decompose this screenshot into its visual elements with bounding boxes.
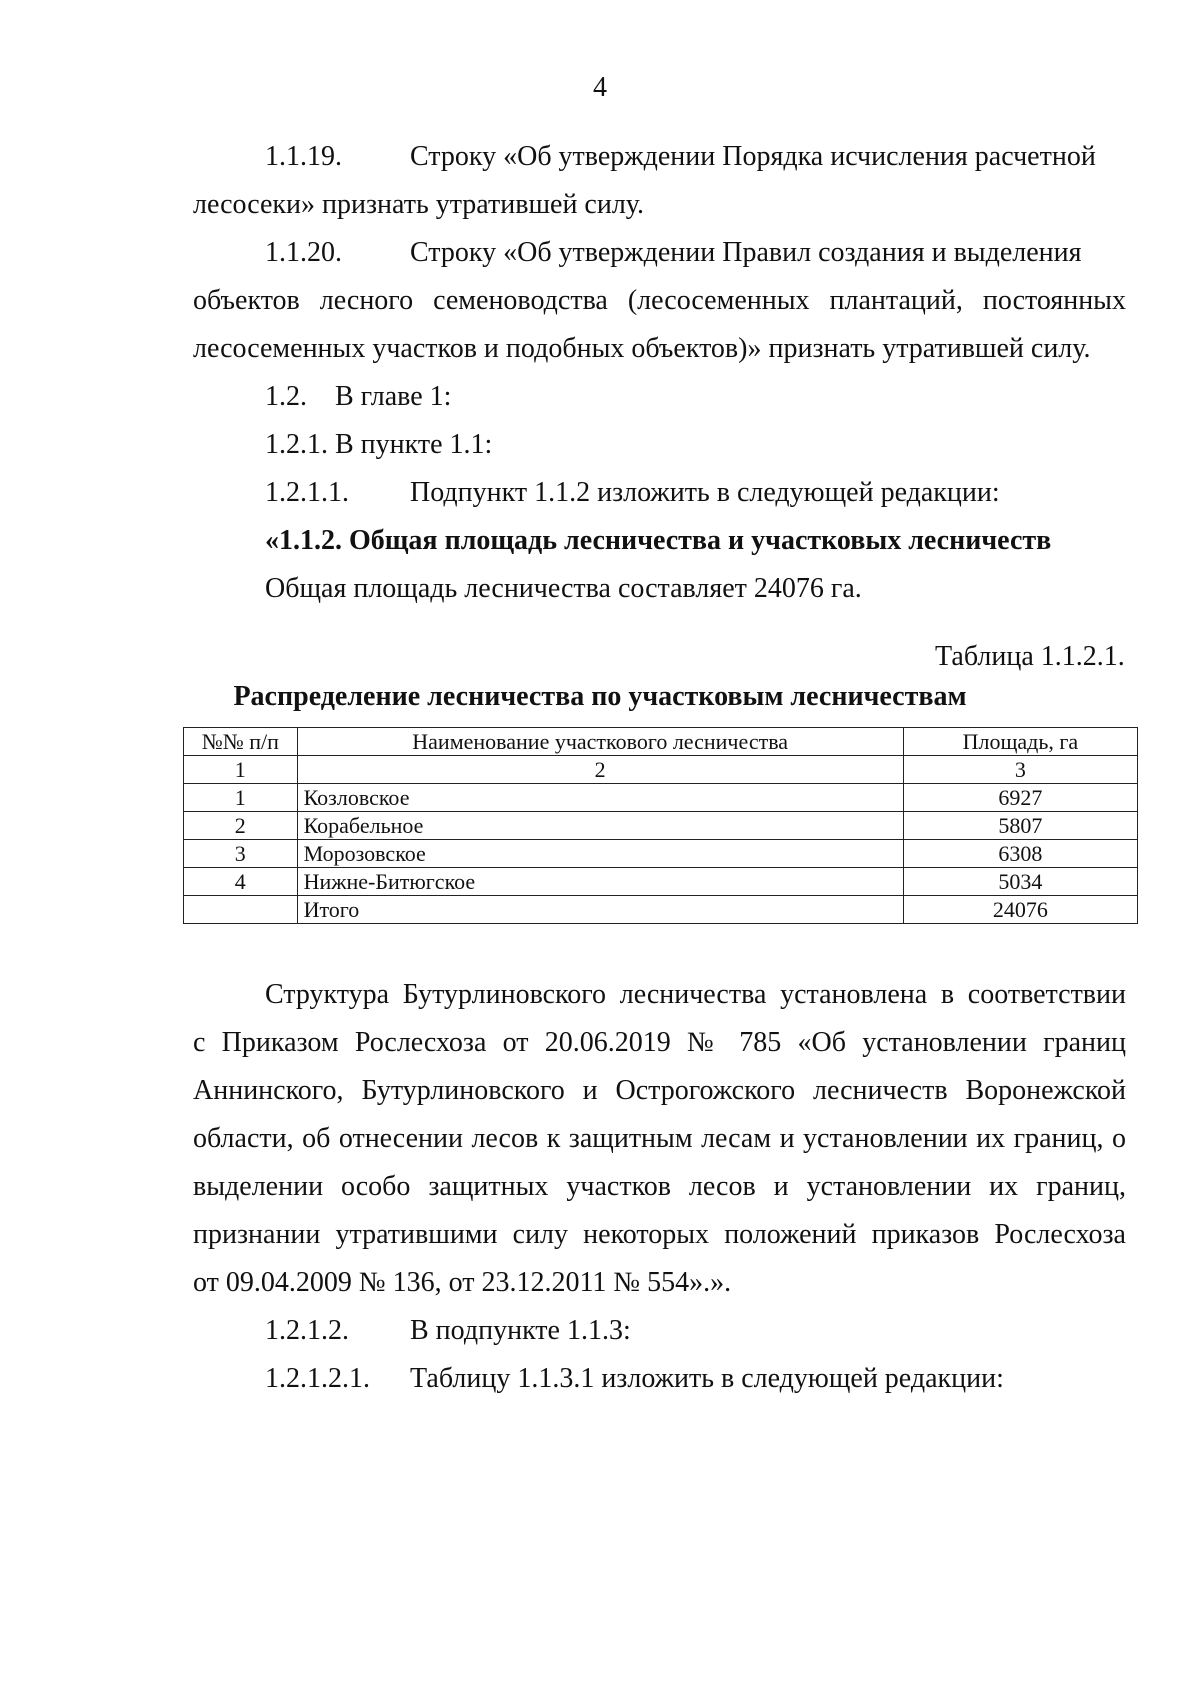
item-number: 1.2.1.2.1. [265, 1363, 370, 1394]
structure-paragraph-line7: от 09.04.2009 № 136, от 23.12.2011 № 554».». [193, 1267, 732, 1298]
item-text: Строку «Об утверждении Порядка исчисления расчетной [410, 141, 1096, 172]
structure-paragraph-line6: признании утратившими силу некоторых положений приказов Рослесхоза [193, 1219, 1126, 1250]
row-name: Итого [297, 896, 903, 924]
item-number: 1.2.1.1. [265, 477, 349, 508]
item-text: Подпункт 1.1.2 изложить в следующей редакции: [410, 477, 1000, 508]
row-number [184, 896, 298, 924]
total-area-text: Общая площадь лесничества составляет 24076 га. [265, 573, 862, 604]
table-row [184, 784, 1138, 812]
structure-paragraph-line3: Аннинского, Бутурлиновского и Острогожского лесничеств Воронежской [193, 1075, 1126, 1106]
structure-paragraph-line1: Структура Бутурлиновского лесничества установлена в соответствии [265, 979, 1126, 1010]
row-number: 2 [184, 812, 298, 840]
page-number: 4 [593, 72, 607, 103]
distribution-table [183, 727, 1138, 924]
paragraph-1-2-1-1 [265, 476, 1000, 510]
table-row [184, 868, 1138, 896]
col-number-3: 3 [903, 756, 1137, 784]
paragraph-1-1-20-line2: объектов лесного семеноводства (лесосеменных плантаций, постоянных [193, 285, 1126, 316]
header-number: №№ п/п [184, 728, 298, 756]
row-number: 1 [184, 784, 298, 812]
header-name: Наименование участкового лесничества [297, 728, 903, 756]
paragraph-1-2-1-2 [265, 1314, 631, 1348]
item-number: 1.1.19. [265, 141, 342, 172]
row-area: 6927 [903, 784, 1137, 812]
row-number: 3 [184, 840, 298, 868]
table-column-numbers-row [184, 756, 1138, 784]
item-number: 1.2. [265, 381, 307, 412]
table-row [184, 812, 1138, 840]
row-area: 6308 [903, 840, 1137, 868]
paragraph-1-1-20-line1 [265, 236, 1126, 270]
item-text: В главе 1: [335, 381, 452, 412]
row-name: Морозовское [297, 840, 903, 868]
col-number-1: 1 [184, 756, 298, 784]
row-number: 4 [184, 868, 298, 896]
paragraph-1-1-19-line2: лесосеки» признать утратившей силу. [193, 189, 645, 220]
paragraph-1-1-20-line3: лесосеменных участков и подобных объектов)» признать утратившей силу. [193, 333, 1091, 364]
structure-paragraph-line2: с Приказом Рослесхоза от 20.06.2019 № 785 «Об установлении границ [193, 1027, 1126, 1058]
section-heading-1-1-2: «1.1.2. Общая площадь лесничества и участковых лесничеств [265, 525, 1052, 556]
paragraph-1-2-1-2-1 [265, 1362, 1004, 1396]
item-number: 1.2.1.2. [265, 1315, 349, 1346]
paragraph-1-2 [265, 380, 451, 414]
row-name: Корабельное [297, 812, 903, 840]
table-row [184, 840, 1138, 868]
table-caption: Таблица 1.1.2.1. [935, 641, 1125, 672]
row-area: 5034 [903, 868, 1137, 896]
row-area: 5807 [903, 812, 1137, 840]
paragraph-1-1-19-line1 [265, 140, 1126, 174]
table-title: Распределение лесничества по участковым лесничествам [233, 681, 967, 712]
header-area: Площадь, га [903, 728, 1137, 756]
item-text: Строку «Об утверждении Правил создания и выделения [410, 237, 1082, 268]
structure-paragraph-line4: области, об отнесении лесов к защитным лесам и установлении их границ, о [193, 1123, 1126, 1154]
table-total-row [184, 896, 1138, 924]
item-text: В подпункте 1.1.3: [410, 1315, 631, 1346]
table-header-row [184, 728, 1138, 756]
paragraph-1-2-1: 1.2.1. В пункте 1.1: [265, 429, 493, 460]
row-name: Козловское [297, 784, 903, 812]
col-number-2: 2 [297, 756, 903, 784]
row-area: 24076 [903, 896, 1137, 924]
item-number: 1.1.20. [265, 237, 342, 268]
structure-paragraph-line5: выделении особо защитных участков лесов и установлении их границ, [193, 1171, 1126, 1202]
row-name: Нижне-Битюгское [297, 868, 903, 896]
item-text: Таблицу 1.1.3.1 изложить в следующей редакции: [410, 1363, 1004, 1394]
